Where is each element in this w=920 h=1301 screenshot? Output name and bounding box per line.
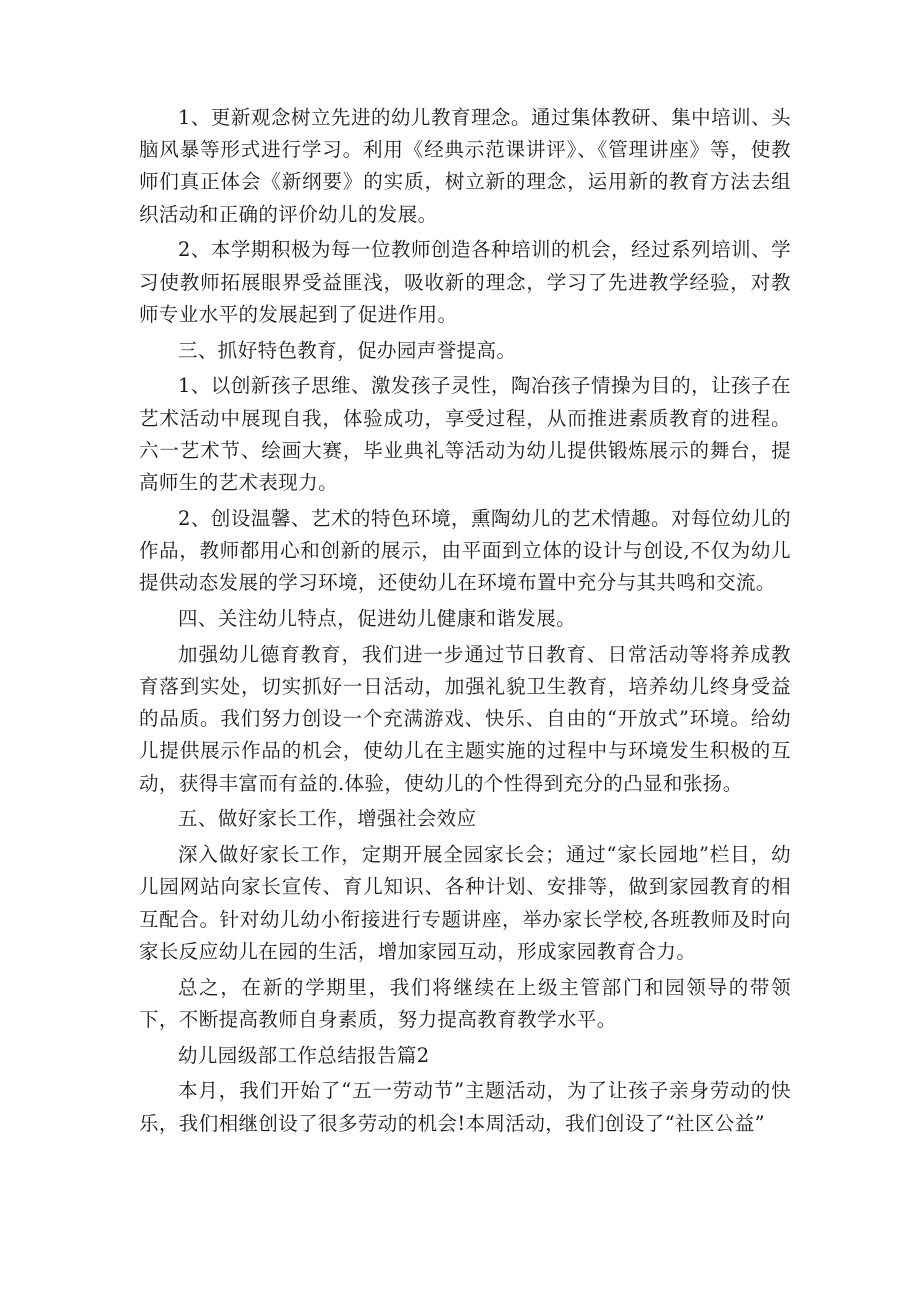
report-title-2: 幼儿园级部工作总结报告篇2 [178, 1043, 430, 1067]
paragraph-teacher-training: 2、本学期积极为每一位教师创造各种培训的机会，经过系列培训、学习使教师拓展眼界受益匪浅，吸收新的理念，学习了先进教学经验，对教师专业水平的发展起到了促进作用。 [139, 238, 791, 326]
paragraph-conclusion: 总之，在新的学期里，我们将继续在上级主管部门和园领导的带领下，不断提高教师自身素质，努力提高教育教学水平。 [139, 975, 791, 1031]
section-heading-5: 五、做好家长工作，增强社会效应 [178, 807, 477, 831]
paragraph-parent-work: 深入做好家长工作，定期开展全园家长会；通过“家长园地”栏目，幼儿园网站向家长宣传、育儿知识、各种计划、安排等，做到家园教育的相互配合。针对幼儿幼小衔接进行专题讲座，举办家长学校,各班教师及时向家长反应幼儿在园的生活，增加家园互动，形成家园教育合力。 [139, 843, 791, 963]
document-body [139, 102, 791, 1143]
paragraph-art-environment: 2、创设温馨、艺术的特色环境，熏陶幼儿的艺术情趣。对每位幼儿的作品，教师都用心和创新的展示，由平面到立体的设计与创设,不仅为幼儿提供动态发展的学习环境，还使幼儿在环境布置中充分与其共鸣和交流。 [139, 506, 791, 595]
section-heading-4: 四、关注幼儿特点，促进幼儿健康和谐发展。 [178, 607, 577, 631]
paragraph-teacher-concepts: 1、更新观念树立先进的幼儿教育理念。通过集体教研、集中培训、头脑风暴等形式进行学习。利用《经典示范课讲评》、《管理讲座》等，使教师们真正体会《新纲要》的实质，树立新的理念，运用新的教育方法去组织活动和正确的评价幼儿的发展。 [139, 106, 791, 226]
paragraph-moral-education: 加强幼儿德育教育，我们进一步通过节日教育、日常活动等将养成教育落到实处，切实抓好一日活动，加强礼貌卫生教育，培养幼儿终身受益的品质。我们努力创设一个充满游戏、快乐、自由的“开放式”环境。给幼儿提供展示作品的机会，使幼儿在主题实施的过程中与环境发生积极的互动，获得丰富而有益的.体验，使幼儿的个性得到充分的凸显和张扬。 [139, 642, 791, 795]
section-heading-3: 三、抓好特色教育，促办园声誉提高。 [178, 338, 517, 362]
paragraph-labor-day: 本月，我们开始了“五一劳动节”主题活动，为了让孩子亲身劳动的快乐，我们相继创设了很多劳动的机会!本周活动，我们创设了“社区公益” [139, 1079, 791, 1135]
paragraph-art-activities: 1、以创新孩子思维、激发孩子灵性，陶冶孩子情操为目的，让孩子在艺术活动中展现自我，体验成功，享受过程，从而推进素质教育的进程。六一艺术节、绘画大赛，毕业典礼等活动为幼儿提供锻炼展示的舞台，提高师生的艺术表现力。 [139, 374, 791, 495]
